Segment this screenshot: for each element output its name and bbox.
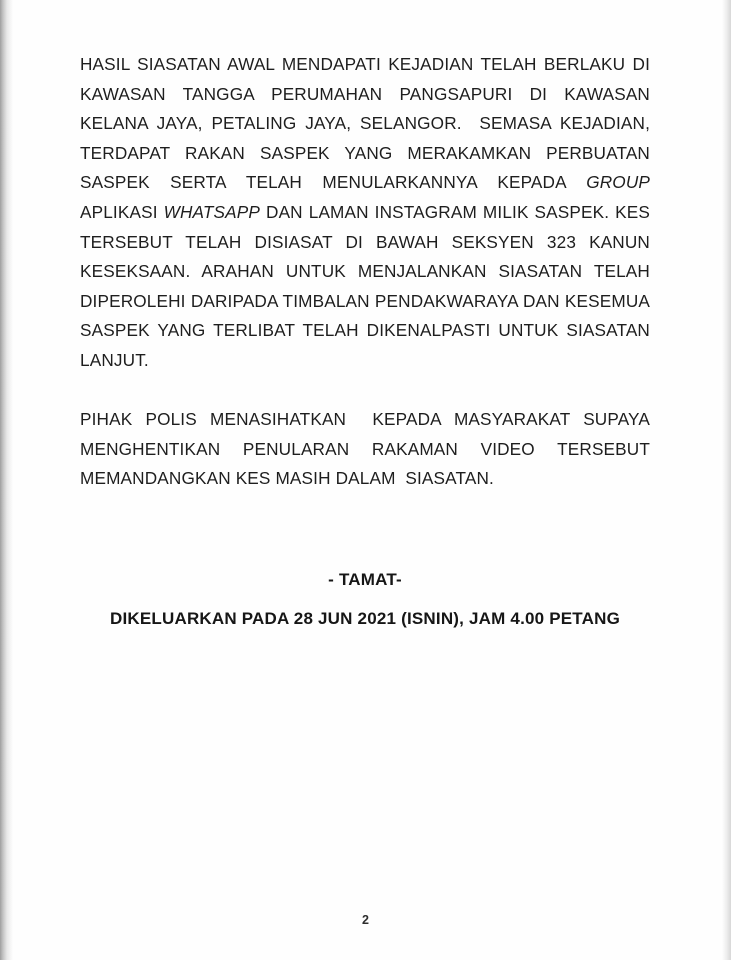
body-paragraph-2	[80, 405, 650, 494]
text-line	[80, 198, 650, 228]
text-line	[80, 228, 650, 258]
text-segment: HASIL SIASATAN AWAL MENDAPATI KEJADIAN TELAH BERLAKU DI	[80, 54, 650, 74]
text-line	[80, 405, 650, 435]
closing-line: - TAMAT-	[328, 569, 402, 589]
body-paragraph-1	[80, 50, 650, 376]
text-line	[80, 168, 650, 198]
text-segment: DAN LAMAN INSTAGRAM MILIK SASPEK. KES	[260, 201, 650, 222]
text-segment: KESEKSAAN. ARAHAN UNTUK MENJALANKAN SIASATAN TELAH	[80, 261, 650, 282]
document-body	[80, 50, 650, 494]
text-line	[80, 80, 650, 110]
scan-edge-left	[0, 0, 13, 960]
page-number: 2	[362, 913, 369, 927]
text-line	[80, 287, 650, 317]
italic-text-segment: GROUP	[586, 172, 650, 193]
text-segment: KELANA JAYA, PETALING JAYA, SELANGOR. SEMASA KEJADIAN,	[80, 113, 650, 134]
text-line	[80, 435, 650, 465]
text-line	[80, 316, 650, 346]
scan-edge-right	[722, 0, 731, 960]
italic-text-segment: WHATSAPP	[163, 201, 261, 222]
text-segment: SASPEK YANG TERLIBAT TELAH DIKENALPASTI UNTUK SIASATAN	[80, 320, 650, 341]
text-column	[80, 50, 650, 633]
text-segment: KAWASAN TANGGA PERUMAHAN PANGSAPURI DI KAWASAN	[80, 83, 650, 104]
text-segment: MEMANDANGKAN KES MASIH DALAM SIASATAN.	[80, 468, 494, 489]
text-segment: TERDAPAT RAKAN SASPEK YANG MERAKAMKAN PERBUATAN	[80, 142, 650, 163]
text-line	[80, 464, 650, 494]
text-line	[80, 346, 650, 376]
text-segment: TERSEBUT TELAH DISIASAT DI BAWAH SEKSYEN 323 KANUN	[80, 231, 650, 252]
text-segment: PIHAK POLIS MENASIHATKAN KEPADA MASYARAKAT SUPAYA	[80, 409, 650, 430]
text-line	[80, 257, 650, 287]
release-date-line: DIKELUARKAN PADA 28 JUN 2021 (ISNIN), JAM 4.00 PETANG	[110, 608, 620, 628]
text-line	[80, 139, 650, 169]
text-segment: APLIKASI	[80, 201, 164, 222]
text-line	[80, 109, 650, 139]
text-line	[80, 50, 650, 80]
text-segment: LANJUT.	[80, 349, 149, 370]
text-segment: DIPEROLEHI DARIPADA TIMBALAN PENDAKWARAYA DAN KESEMUA	[80, 290, 650, 311]
text-segment: MENGHENTIKAN PENULARAN RAKAMAN VIDEO TERSEBUT	[80, 438, 650, 459]
text-segment: SASPEK SERTA TELAH MENULARKANNYA KEPADA	[80, 172, 587, 193]
